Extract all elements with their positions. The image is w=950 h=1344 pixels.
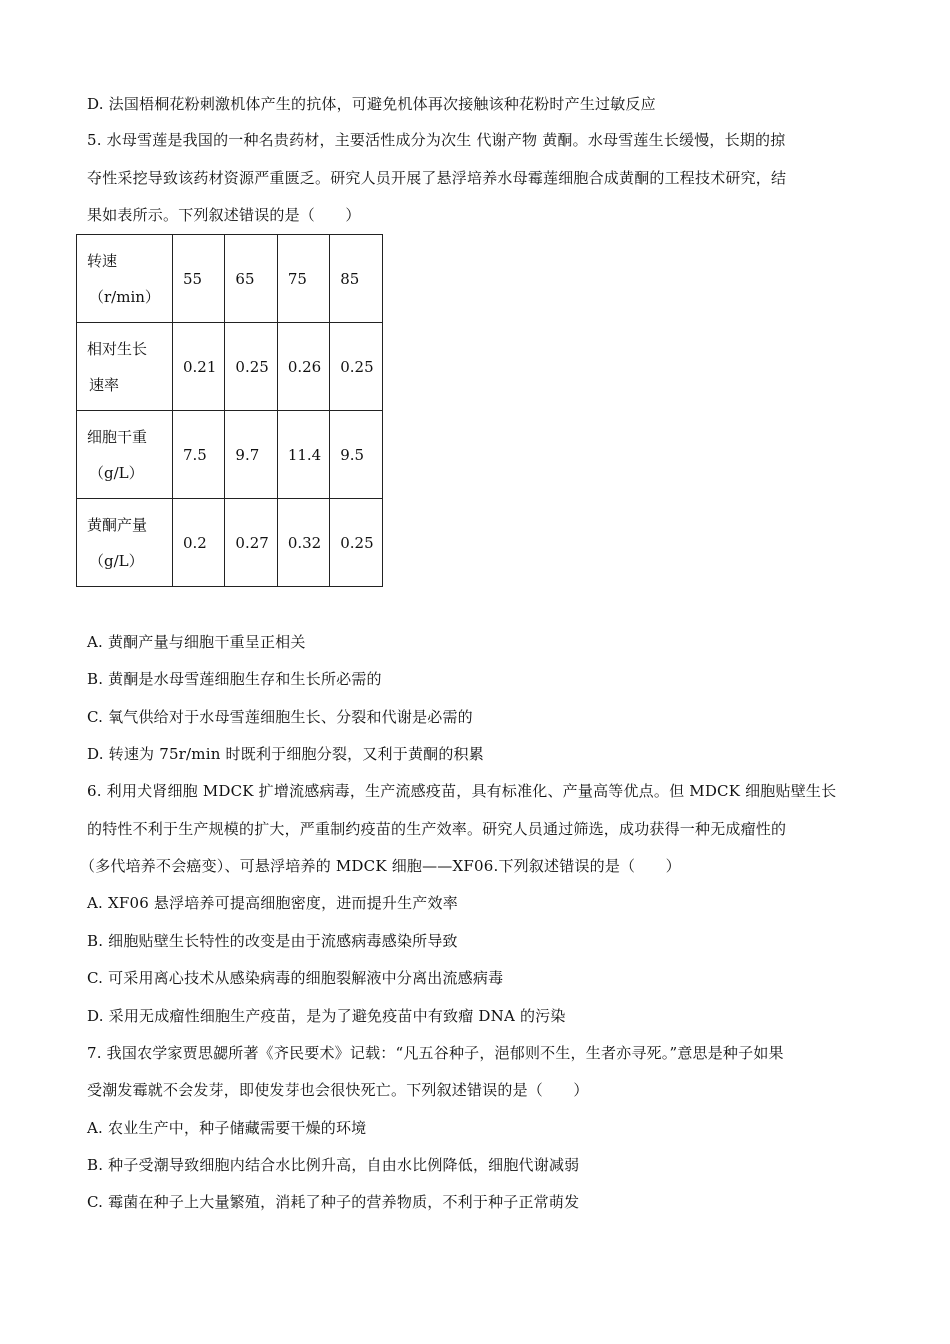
row-unit: （g/L） bbox=[89, 551, 144, 570]
table-cell: 75 bbox=[277, 235, 329, 323]
option-5c: C. 氧气供给对于水母雪莲细胞生长、分裂和代谢是必需的 bbox=[87, 708, 473, 726]
table-cell: 0.21 bbox=[173, 323, 225, 411]
row-header bbox=[77, 411, 173, 499]
table-cell: 0.25 bbox=[330, 499, 382, 587]
option-5a: A. 黄酮产量与细胞干重呈正相关 bbox=[87, 633, 306, 651]
option-5b: B. 黄酮是水母雪莲细胞生存和生长所必需的 bbox=[87, 670, 382, 688]
table-cell: 85 bbox=[330, 235, 382, 323]
question-5-line-3: 果如表所示。下列叙述错误的是（ ） bbox=[87, 206, 361, 224]
question-5-line-1: 5. 水母雪莲是我国的一种名贵药材，主要活性成分为次生 代谢产物 黄酮。水母雪莲生长缓慢，长期的掠 bbox=[87, 131, 786, 149]
table-cell: 7.5 bbox=[173, 411, 225, 499]
table-row bbox=[77, 411, 383, 499]
option-4d: D. 法国梧桐花粉刺激机体产生的抗体，可避免机体再次接触该种花粉时产生过敏反应 bbox=[87, 95, 656, 113]
option-5d: D. 转速为 75r/min 时既利于细胞分裂，又利于黄酮的积累 bbox=[87, 745, 484, 763]
table-cell: 9.7 bbox=[225, 411, 277, 499]
question-6-line-1: 6. 利用犬肾细胞 MDCK 扩增流感病毒，生产流感疫苗，具有标准化、产量高等优点。但 MDCK 细胞贴壁生长 bbox=[87, 782, 837, 800]
option-6c: C. 可采用离心技术从感染病毒的细胞裂解液中分离出流感病毒 bbox=[87, 969, 504, 987]
table-cell: 0.2 bbox=[173, 499, 225, 587]
row-label: 黄酮产量 bbox=[87, 515, 148, 534]
option-6b: B. 细胞贴壁生长特性的改变是由于流感病毒感染所导致 bbox=[87, 932, 458, 950]
row-header bbox=[77, 499, 173, 587]
question-5-line-2: 夺性采挖导致该药材资源严重匮乏。研究人员开展了悬浮培养水母霉莲细胞合成黄酮的工程技术研究，结 bbox=[87, 169, 787, 187]
table-cell: 0.25 bbox=[225, 323, 277, 411]
table-cell: 9.5 bbox=[330, 411, 382, 499]
option-7c: C. 霉菌在种子上大量繁殖，消耗了种子的营养物质，不利于种子正常萌发 bbox=[87, 1193, 580, 1211]
table-cell: 0.32 bbox=[277, 499, 329, 587]
table-row bbox=[77, 323, 383, 411]
table-cell: 11.4 bbox=[277, 411, 329, 499]
row-unit: （r/min） bbox=[89, 287, 160, 306]
row-unit: （g/L） bbox=[89, 463, 144, 482]
row-label: 相对生长 bbox=[87, 339, 148, 358]
table-cell: 65 bbox=[225, 235, 277, 323]
question-6-line-3: （多代培养不会癌变）、可悬浮培养的 MDCK 细胞——XF06.下列叙述错误的是（ ） bbox=[80, 857, 681, 875]
table-cell: 55 bbox=[173, 235, 225, 323]
row-header bbox=[77, 323, 173, 411]
table-cell: 0.25 bbox=[330, 323, 382, 411]
row-label: 转速 bbox=[87, 251, 118, 270]
table-row bbox=[77, 235, 383, 323]
row-unit: 速率 bbox=[89, 375, 120, 394]
table-cell: 0.27 bbox=[225, 499, 277, 587]
option-6a: A. XF06 悬浮培养可提高细胞密度，进而提升生产效率 bbox=[87, 894, 458, 912]
option-6d: D. 采用无成瘤性细胞生产疫苗，是为了避免疫苗中有致瘤 DNA 的污染 bbox=[87, 1007, 566, 1025]
row-label: 细胞干重 bbox=[87, 427, 148, 446]
question-7-line-1: 7. 我国农学家贾思勰所著《齐民要术》记载：“凡五谷种子，浥郁则不生，生者亦寻死。”意思是种子如果 bbox=[87, 1044, 784, 1062]
question-6-line-2: 的特性不利于生产规模的扩大，严重制约疫苗的生产效率。研究人员通过筛选，成功获得一种无成瘤性的 bbox=[87, 820, 787, 838]
data-table bbox=[76, 234, 383, 587]
table-cell: 0.26 bbox=[277, 323, 329, 411]
question-7-line-2: 受潮发霉就不会发芽，即使发芽也会很快死亡。下列叙述错误的是（ ） bbox=[87, 1081, 589, 1099]
table-row bbox=[77, 499, 383, 587]
option-7b: B. 种子受潮导致细胞内结合水比例升高，自由水比例降低，细胞代谢减弱 bbox=[87, 1156, 580, 1174]
row-header bbox=[77, 235, 173, 323]
option-7a: A. 农业生产中，种子储藏需要干燥的环境 bbox=[87, 1119, 367, 1137]
